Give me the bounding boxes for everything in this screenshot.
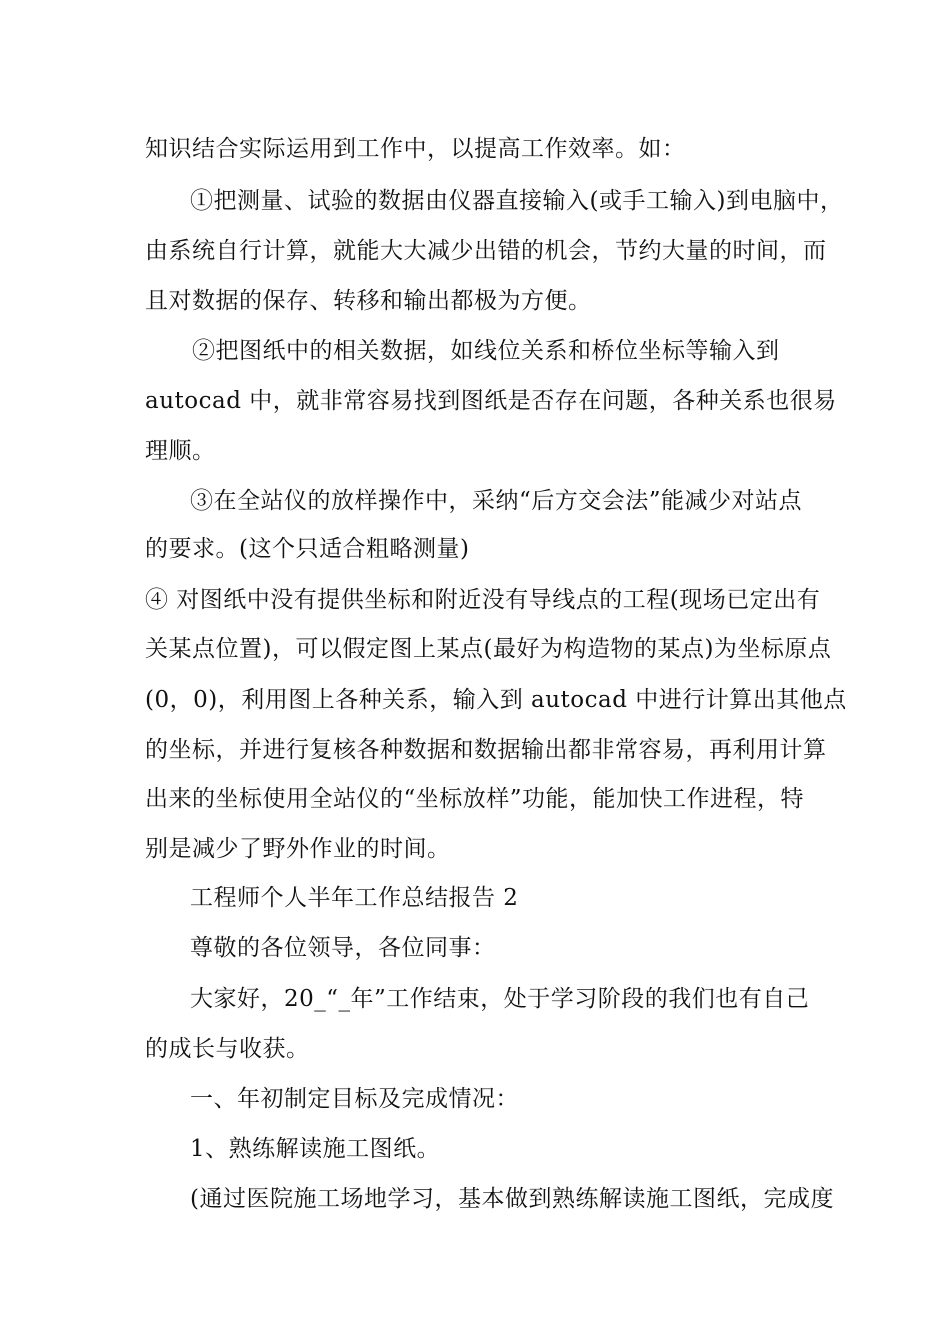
text-line: 别是减少了野外作业的时间。	[145, 836, 451, 862]
text-line: ②把图纸中的相关数据，如线位关系和桥位坐标等输入到	[192, 338, 780, 364]
text-line: 的坐标，并进行复核各种数据和数据输出都非常容易，再利用计算	[145, 737, 827, 763]
text-line: 且对数据的保存、转移和输出都极为方便。	[145, 288, 592, 314]
text-line: 大家好，20_“_年”工作结束，处于学习阶段的我们也有自己	[190, 986, 810, 1012]
salutation: 尊敬的各位领导，各位同事：	[190, 935, 496, 961]
subsection-heading: 一、年初制定目标及完成情况：	[190, 1086, 519, 1112]
text-line: (通过医院施工场地学习，基本做到熟练解读施工图纸，完成度	[190, 1186, 834, 1212]
text-line: autocad 中，就非常容易找到图纸是否存在问题，各种关系也很易	[145, 388, 837, 414]
text-line: ①把测量、试验的数据由仪器直接输入(或手工输入)到电脑中，	[190, 188, 844, 214]
text-line: 出来的坐标使用全站仪的“坐标放样”功能，能加快工作进程，特	[145, 786, 805, 812]
list-item: 1、熟练解读施工图纸。	[190, 1136, 441, 1162]
text-line: 关某点位置)，可以假定图上某点(最好为构造物的某点)为坐标原点	[145, 636, 832, 662]
text-line: 知识结合实际运用到工作中，以提高工作效率。如：	[145, 136, 686, 162]
text-line: 理顺。	[145, 438, 216, 464]
text-line: 的要求。(这个只适合粗略测量)	[145, 536, 470, 562]
text-line: ③在全站仪的放样操作中，采纳“后方交会法”能减少对站点	[190, 488, 803, 514]
text-line: ④ 对图纸中没有提供坐标和附近没有导线点的工程(现场已定出有	[145, 587, 821, 613]
text-line: (0，0)，利用图上各种关系，输入到 autocad 中进行计算出其他点	[145, 687, 847, 713]
section-heading: 工程师个人半年工作总结报告 2	[190, 885, 519, 911]
text-line: 的成长与收获。	[145, 1036, 310, 1062]
text-line: 由系统自行计算，就能大大减少出错的机会，节约大量的时间，而	[145, 238, 827, 264]
